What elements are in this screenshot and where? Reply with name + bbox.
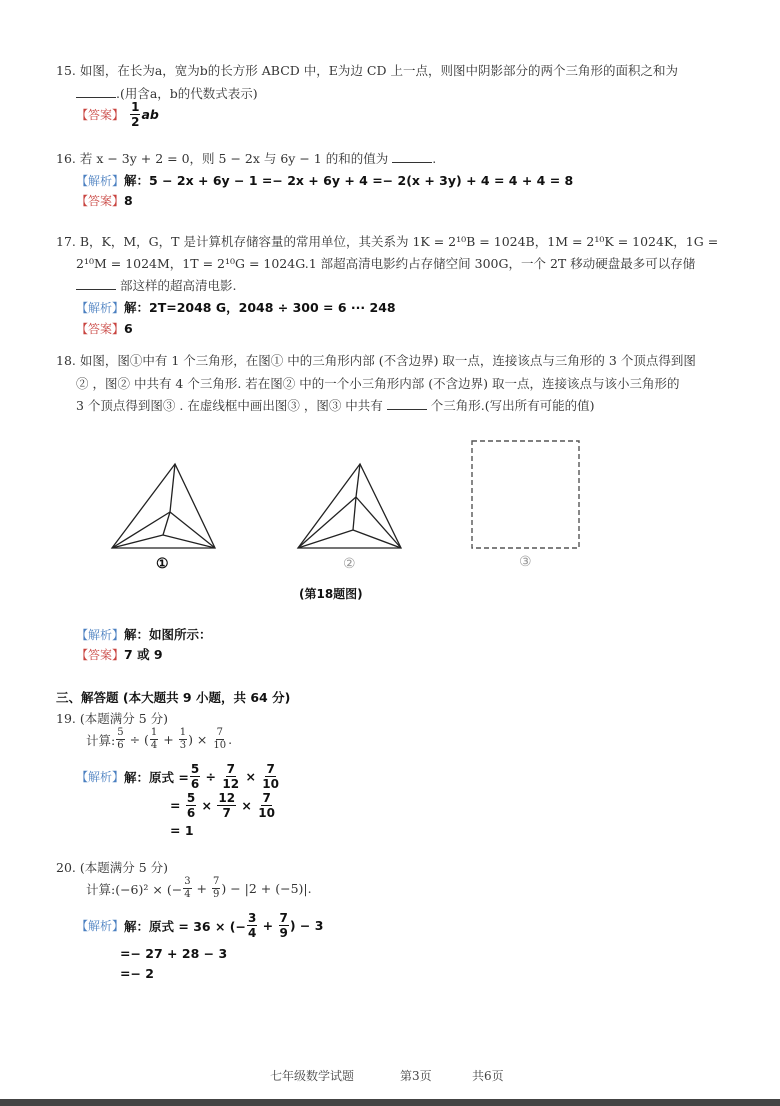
q17-answer: 【答案】6	[76, 321, 133, 336]
figure-caption: (第18题图)	[299, 587, 363, 601]
section-3-title: 三、解答题 (本大题共 9 小题，共 64 分)	[56, 690, 291, 705]
q18-analysis: 【解析】解：如图所示：	[76, 627, 212, 642]
q20-step3: =− 2	[120, 966, 154, 981]
q18-line3: 3 个顶点得到图③ . 在虚线框中画出图③ ，图③ 中共有 个三角形.(写出所有可能的值)	[76, 398, 595, 413]
answer-label: 【答案】	[76, 322, 125, 336]
analysis-label: 【解析】	[76, 770, 125, 784]
q16-analysis: 【解析】解：5 − 2x + 6y − 1 =− 2x + 6y + 4 =− 2(x + 3y) + 4 = 4 + 4 = 8	[76, 173, 574, 188]
q15-line2-text: .(用含a，b的代数式表示)	[116, 86, 258, 101]
q17-line3: 部这样的超高清电影.	[76, 276, 236, 294]
q17-line1: 17. B，K，M，G，T 是计算机存储容量的常用单位，其关系为 1K = 2¹⁰B = 1024B，1M = 2¹⁰K = 1024K，1G =	[56, 234, 719, 249]
footer-page: 第3页	[400, 1069, 432, 1083]
q19-step2: = $\frac{5}{6}$ × $\frac{12}{7}$ × $\frac{7}{10}$	[170, 791, 275, 820]
footer-subject: 七年级数学试题	[270, 1069, 355, 1083]
q20-header: 20. (本题满分 5 分)	[56, 860, 169, 875]
q19-prompt: 计算: $\frac{5}{6}$ ÷ ( $\frac{1}{4}$ + $\frac{1}{3}$ ) × $\frac{7}{10}$ .	[86, 727, 233, 751]
figure-1-label: ①	[156, 556, 169, 572]
q15-line1: 15. 如图，在长为a，宽为b的长方形 ABCD 中，E为边 CD 上一点，则图中阴影部分的两个三角形的面积之和为	[56, 63, 678, 78]
answer-fraction: $\frac{1}{2}$	[131, 100, 140, 129]
answer-label: 【答案】	[76, 648, 125, 662]
answer-var: ab	[141, 107, 159, 122]
q18-line1: 18. 如图，图①中有 1 个三角形，在图① 中的三角形内部 (不含边界) 取一点，连接该点与三角形的 3 个顶点得到图	[56, 353, 696, 368]
answer-label: 【答案】	[76, 194, 125, 208]
q16-question: 16. 若 x − 3y + 2 = 0，则 5 − 2x 与 6y − 1 的和的值为 .	[56, 151, 437, 166]
analysis-label: 【解析】	[76, 301, 125, 315]
footer-total: 共6页	[472, 1069, 504, 1083]
bottom-bar	[0, 1099, 780, 1106]
figure-1-triangle	[112, 464, 215, 548]
q17-line2: 2¹⁰M = 1024M，1T = 2¹⁰G = 1024G.1 部超高清电影约占存储空间 300G，一个 2T 移动硬盘最多可以存储	[76, 256, 696, 271]
figure-2-label: ②	[343, 556, 356, 572]
q19-header: 19. (本题满分 5 分)	[56, 711, 169, 726]
figure-2-triangle	[298, 464, 401, 548]
q18-answer: 【答案】7 或 9	[76, 647, 163, 662]
analysis-label: 【解析】	[76, 919, 125, 933]
q16-answer: 【答案】8	[76, 193, 133, 208]
q19-result: = 1	[170, 823, 194, 838]
figure-3-dashed-box	[472, 441, 579, 548]
q20-prompt: 计算:(−6)² × (− $\frac{3}{4}$ + $\frac{7}{9}$ ) − |2 + (−5)|.	[86, 876, 312, 900]
q20-step2: =− 27 + 28 − 3	[120, 946, 228, 961]
answer-label: 【答案】	[76, 108, 125, 122]
q18-line2: ② ，图② 中共有 4 个三角形. 若在图② 中的一个小三角形内部 (不含边界) 取一点，连接该点与该小三角形的	[76, 376, 680, 391]
figure-3-label: ③	[519, 554, 532, 570]
q19-analysis: 【解析】 解：原式 = $\frac{5}{6}$ ÷ $\frac{7}{12}$ × $\frac{7}{10}$	[76, 762, 279, 791]
analysis-label: 【解析】	[76, 628, 125, 642]
q17-analysis: 【解析】解：2T=2048 G，2048 ÷ 300 = 6 ··· 248	[76, 300, 396, 315]
q20-analysis: 【解析】 解：原式 = 36 × (− $\frac{3}{4}$ + $\frac{7}{9}$ ) − 3	[76, 911, 324, 940]
analysis-label: 【解析】	[76, 174, 125, 188]
